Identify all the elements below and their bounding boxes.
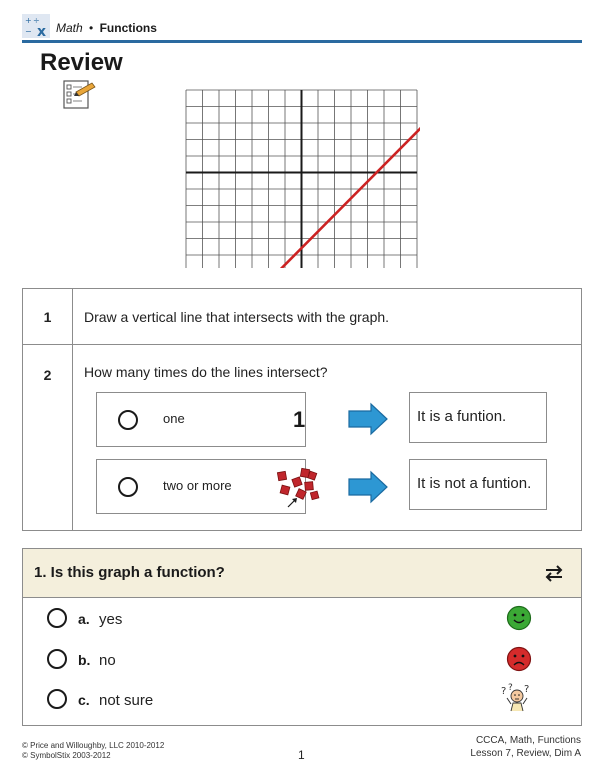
- question-header: [23, 549, 581, 598]
- breadcrumb-subject: Math: [56, 21, 83, 35]
- happy-face-icon: [506, 605, 532, 631]
- breadcrumb: [56, 21, 157, 35]
- swap-arrows-icon[interactable]: [543, 563, 565, 583]
- question-text: 1. Is this graph a function?: [34, 564, 225, 581]
- plotted-line: [257, 120, 420, 268]
- svg-text:÷: ÷: [33, 16, 40, 25]
- right-arrow-icon: [347, 470, 389, 504]
- choice-not-sure[interactable]: [23, 682, 581, 716]
- lesson-name: Lesson 7, Review, Dim A: [470, 748, 581, 759]
- task-number: 2: [43, 367, 52, 383]
- svg-text:?: ?: [524, 684, 530, 695]
- breadcrumb-separator: •: [89, 21, 94, 35]
- lesson-info: [470, 734, 581, 760]
- numeral-one: 1: [293, 407, 306, 432]
- option-two-or-more[interactable]: [96, 459, 306, 514]
- row-divider: [23, 344, 581, 345]
- choice-letter: a.: [78, 611, 90, 627]
- svg-text:−: −: [25, 27, 32, 36]
- choice-answer: yes: [99, 611, 123, 628]
- svg-text:?: ?: [501, 686, 507, 697]
- radio-button[interactable]: [47, 649, 67, 669]
- page-number: 1: [298, 748, 305, 762]
- checklist-pencil-icon: [62, 78, 96, 110]
- radio-button[interactable]: [118, 477, 138, 497]
- task-number: 1: [43, 309, 52, 325]
- choice-yes[interactable]: [23, 601, 581, 635]
- radio-button[interactable]: [118, 410, 138, 430]
- right-arrow-icon: [347, 402, 389, 436]
- task-text: How many times do the lines intersect?: [84, 364, 328, 380]
- radio-button[interactable]: [47, 689, 67, 709]
- result-box: It is a funtion.: [409, 392, 547, 443]
- copyright-notice: [22, 741, 164, 761]
- header-rule: [22, 40, 582, 43]
- choice-letter: b.: [78, 652, 91, 668]
- choice-no[interactable]: [23, 642, 581, 676]
- radio-button[interactable]: [47, 608, 67, 628]
- option-label: two or more: [163, 478, 232, 493]
- sad-face-icon: [506, 646, 532, 672]
- choice-letter: c.: [78, 692, 90, 708]
- copyright-line: © Price and Willoughby, LLC 2010-2012: [22, 741, 165, 750]
- choice-answer: not sure: [99, 692, 154, 709]
- many-blocks-icon: [273, 464, 333, 510]
- option-one[interactable]: [96, 392, 306, 447]
- course-name: CCCA, Math, Functions: [475, 735, 581, 746]
- tasks-table: [22, 288, 582, 531]
- question-panel: [22, 548, 582, 726]
- page-header: [22, 12, 582, 44]
- page-title: Review: [40, 49, 123, 76]
- math-symbols-icon: [22, 14, 50, 38]
- breadcrumb-topic: Functions: [99, 21, 157, 35]
- svg-text:+: +: [25, 16, 32, 25]
- result-box: It is not a funtion.: [409, 459, 547, 510]
- confused-person-icon: [499, 682, 535, 712]
- copyright-line: © SymbolStix 2003-2012: [22, 751, 111, 760]
- svg-text:x: x: [37, 24, 47, 38]
- choice-answer: no: [99, 652, 116, 669]
- function-graph: [184, 82, 420, 268]
- task-text: Draw a vertical line that intersects with the graph.: [84, 309, 390, 325]
- option-label: one: [163, 411, 185, 426]
- svg-text:?: ?: [508, 683, 513, 693]
- column-divider: [72, 289, 73, 530]
